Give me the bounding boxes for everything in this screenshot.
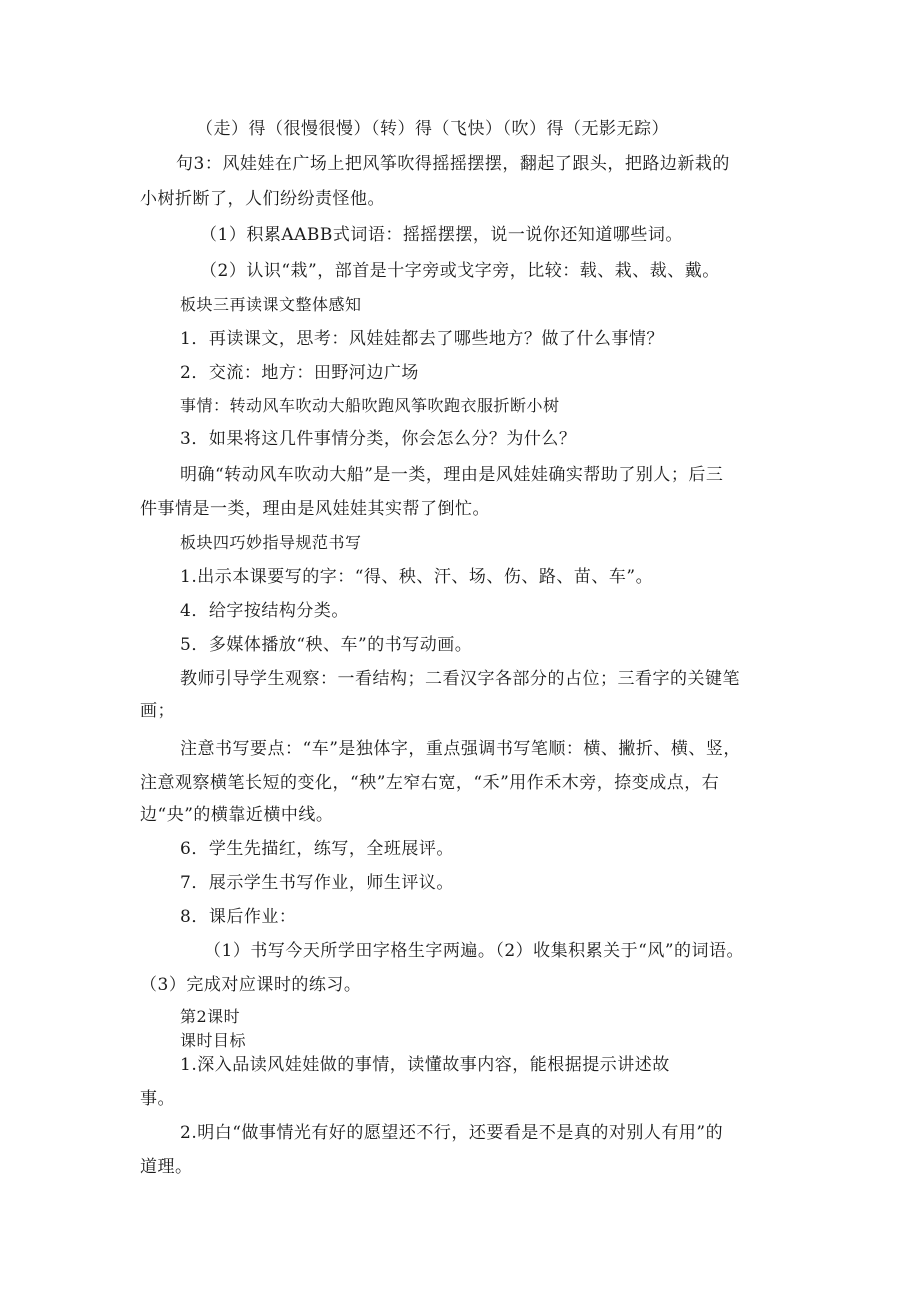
lesson-heading: 第2课时 bbox=[180, 1007, 241, 1026]
list-item-chars: 1.出示本课要写的字：“得、秧、汗、场、伤、路、苗、车”。 bbox=[180, 567, 654, 587]
list-item-2: 2．交流：地方：田野河边广场 bbox=[180, 363, 419, 383]
text-line-events: 事情：转动风车吹动大船吹跑风筝吹跑衣服折断小树 bbox=[180, 396, 560, 415]
goal-item-2: 2.明白“做事情光有好的愿望还不行，还要看是不是真的对别人有用”的 bbox=[180, 1123, 724, 1143]
text-line-homework-cont: （3）完成对应课时的练习。 bbox=[140, 975, 362, 995]
lesson-goals-heading: 课时目标 bbox=[180, 1031, 247, 1050]
text-line-observe: 教师引导学生观察：一看结构；二看汉字各部分的占位；三看字的关键笔 bbox=[180, 669, 740, 689]
list-item-8: 8．课后作业： bbox=[180, 907, 297, 927]
list-item-3: 3．如果将这几件事情分类，你会怎么分？为什么？ bbox=[180, 429, 577, 449]
list-item-1: 1．再读课文，思考：风娃娃都去了哪些地方？做了什么事情？ bbox=[180, 329, 664, 349]
list-item-5: 5．多媒体播放“秧、车”的书写动画。 bbox=[180, 635, 473, 655]
list-item-6: 6．学生先描红，练写，全班展评。 bbox=[180, 839, 454, 859]
text-line-clarify: 明确“转动风车吹动大船”是一类，理由是风娃娃确实帮助了别人；后三 bbox=[180, 465, 724, 485]
text-line-sentence-3-cont: 小树折断了，人们纷纷责怪他。 bbox=[140, 189, 385, 209]
text-line-homework: （1）书写今天所学田字格生字两遍。（2）收集积累关于“风”的词语。 bbox=[204, 941, 745, 961]
list-item-7: 7．展示学生书写作业，师生评议。 bbox=[180, 873, 454, 893]
text-line-aabb-words: （1）积累AABB式词语：摇摇摆摆，说一说你还知道哪些词。 bbox=[200, 225, 683, 245]
section-heading-3: 板块三再读课文整体感知 bbox=[180, 295, 362, 314]
text-line-observe-cont: 画； bbox=[140, 701, 175, 721]
text-line-word-pairs: （走）得（很慢很慢）（转）得（飞快）（吹）得（无影无踪） bbox=[196, 119, 669, 139]
goal-item-2-cont: 道理。 bbox=[140, 1157, 193, 1177]
list-item-4: 4．给字按结构分类。 bbox=[180, 601, 349, 621]
goal-item-1: 1.深入品读风娃娃做的事情，读懂故事内容，能根据提示讲述故 bbox=[180, 1055, 670, 1075]
text-line-sentence-3: 句3：风娃娃在广场上把风筝吹得摇摇摆摆，翻起了跟头，把路边新栽的 bbox=[176, 154, 730, 174]
text-line-writing-points: 注意书写要点：“车”是独体字，重点强调书写笔顺：横、撇折、横、竖， bbox=[180, 739, 741, 759]
text-line-clarify-cont: 件事情是一类，理由是风娃娃其实帮了倒忙。 bbox=[140, 499, 490, 519]
text-line-writing-points-3: 边“央”的横靠近横中线。 bbox=[140, 805, 334, 825]
text-line-radical: （2）认识“栽”，部首是十字旁或戈字旁，比较：载、栽、裁、戴。 bbox=[200, 261, 720, 281]
text-line-writing-points-2: 注意观察横笔长短的变化，“秧”左窄右宽，“禾”用作禾木旁，捺变成点，右 bbox=[140, 773, 720, 793]
goal-item-1-cont: 事。 bbox=[140, 1089, 175, 1109]
section-heading-4: 板块四巧妙指导规范书写 bbox=[180, 533, 362, 552]
